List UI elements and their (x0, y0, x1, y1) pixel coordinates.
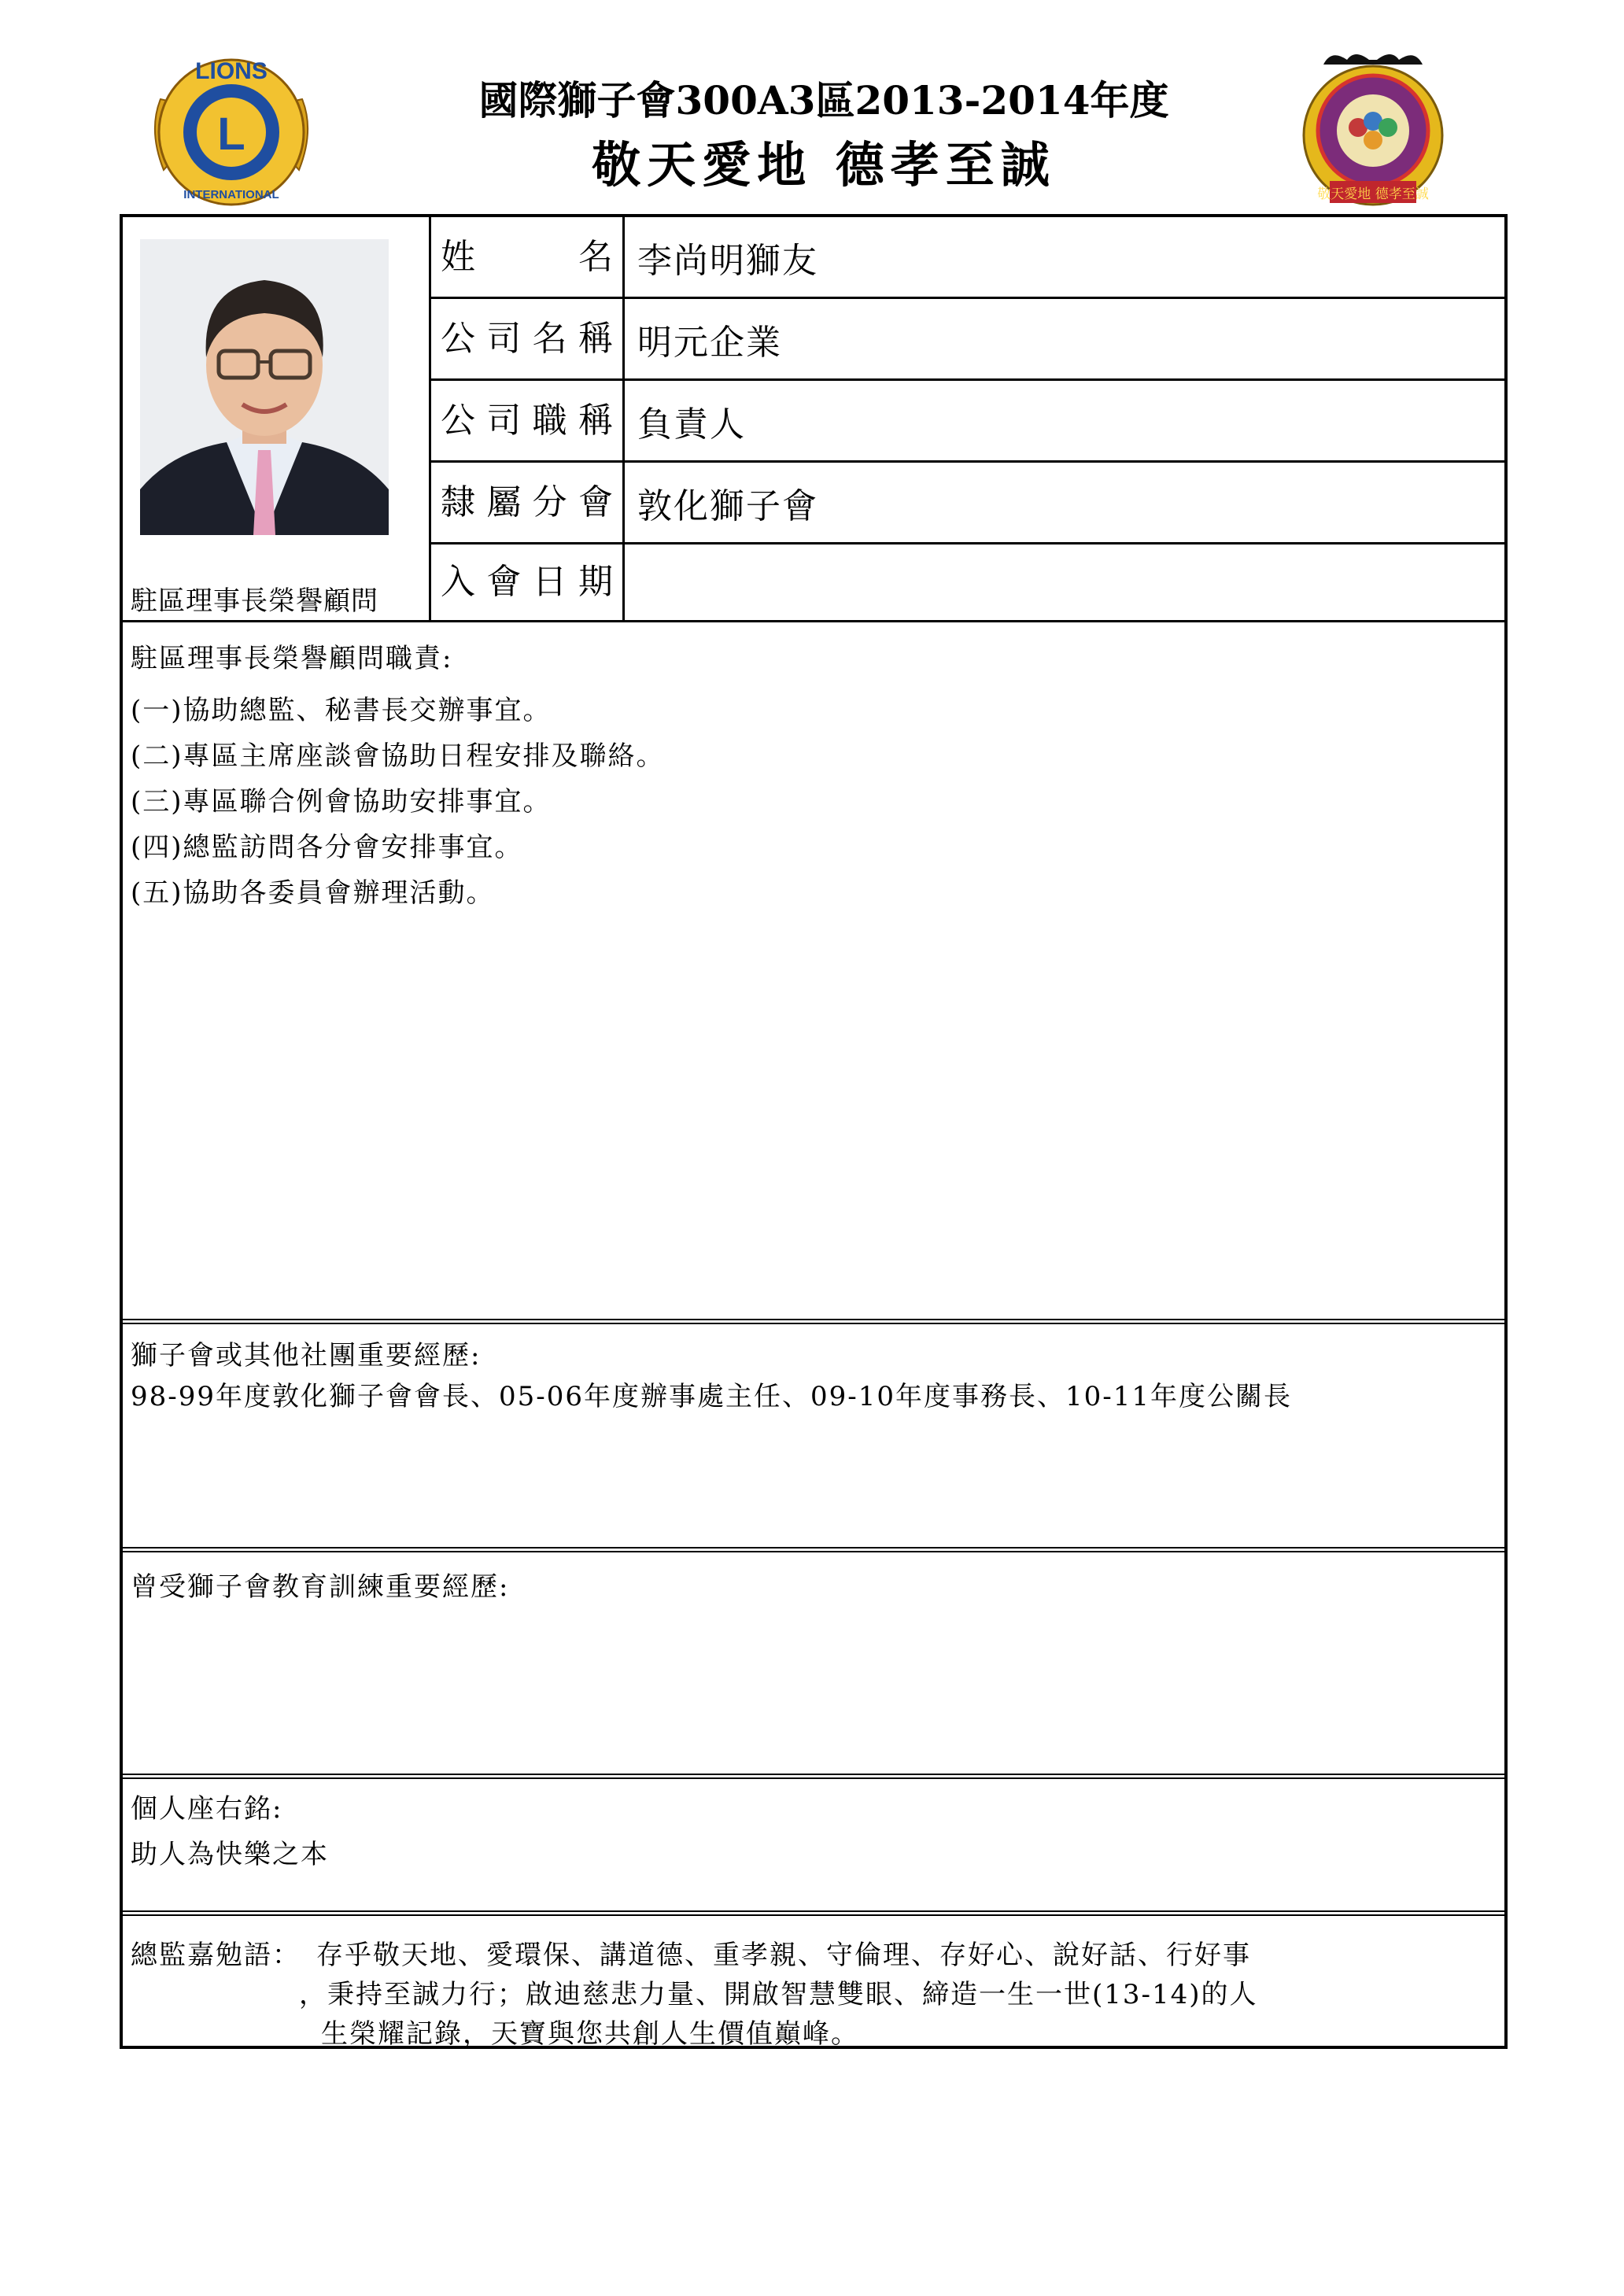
field-label: 入 會 日 期 (431, 544, 625, 620)
duties-section (123, 620, 1504, 1319)
field-label: 姓 名 (431, 217, 625, 297)
duty-item: (一)協助總監、秘書長交辦事宜。 (131, 695, 552, 726)
duties-heading: 駐區理事長榮譽顧問職責: (131, 643, 453, 674)
logo-center-letter: L (217, 109, 245, 160)
governor-message-line: 存乎敬天地、愛環保、講道德、重孝親、守倫理、存好心、說好話、行好事 (316, 1940, 1251, 1971)
field-row-club (431, 463, 1504, 544)
field-label: 公 司 職 稱 (431, 381, 625, 460)
field-row-company (431, 299, 1504, 381)
experience-text: 98-99年度敦化獅子會會長、05-06年度辦事處主任、09-10年度事務長、10-11年度公關長 (131, 1381, 1293, 1412)
field-value-name: 李尚明獅友 (637, 240, 818, 281)
profile-section (123, 217, 1504, 620)
governor-message-label: 總監嘉勉語： (131, 1940, 301, 1971)
governor-message-line: 生榮耀記錄，天寶與您共創人生價值巔峰。 (321, 2018, 859, 2050)
duty-item: (五)協助各委員會辦理活動。 (131, 877, 495, 909)
experience-heading: 獅子會或其他社團重要經歷: (131, 1340, 482, 1371)
photo-cell (123, 217, 431, 620)
training-section (123, 1547, 1504, 1774)
district-emblem-icon (1300, 49, 1446, 216)
field-value-job-title: 負責人 (637, 404, 746, 445)
field-label: 公 司 名 稱 (431, 299, 625, 378)
governor-message-section (123, 1910, 1504, 2050)
governor-message-line: ，秉持至誠力行；啟迪慈悲力量、開啟智慧雙眼、締造一生一世(13-14)的人 (299, 1979, 1258, 2010)
logo-top-text: LIONS (195, 58, 268, 84)
district-logo (1300, 49, 1446, 216)
training-heading: 曾受獅子會教育訓練重要經歷: (131, 1571, 510, 1603)
profile-form (120, 214, 1508, 2049)
field-row-job-title (431, 381, 1504, 463)
motto-text: 助人為快樂之本 (131, 1839, 329, 1870)
field-row-name (431, 217, 1504, 299)
logo-bottom-text: INTERNATIONAL (183, 188, 279, 201)
portrait-image (140, 239, 389, 535)
field-label: 隸 屬 分 會 (431, 463, 625, 542)
motto-section (123, 1774, 1504, 1910)
duty-item: (二)專區主席座談會協助日程安排及聯絡。 (131, 740, 665, 772)
field-value-company: 明元企業 (637, 322, 782, 363)
district-logo-banner: 敬天愛地 德孝至誠 (1317, 186, 1429, 202)
experience-section (123, 1319, 1504, 1547)
field-value-club: 敦化獅子會 (637, 485, 818, 526)
field-row-join-date (431, 544, 1504, 620)
duty-item: (三)專區聯合例會協助安排事宜。 (131, 786, 552, 818)
document-slogan: 敬天愛地 德孝至誠 (592, 136, 1056, 194)
position-title: 駐區理事長榮譽顧問 (131, 585, 378, 617)
motto-heading: 個人座右銘: (131, 1793, 283, 1825)
member-photo (140, 239, 389, 535)
document-title: 國際獅子會300A3區2013-2014年度 (478, 77, 1169, 124)
duty-item: (四)總監訪問各分會安排事宜。 (131, 832, 523, 863)
